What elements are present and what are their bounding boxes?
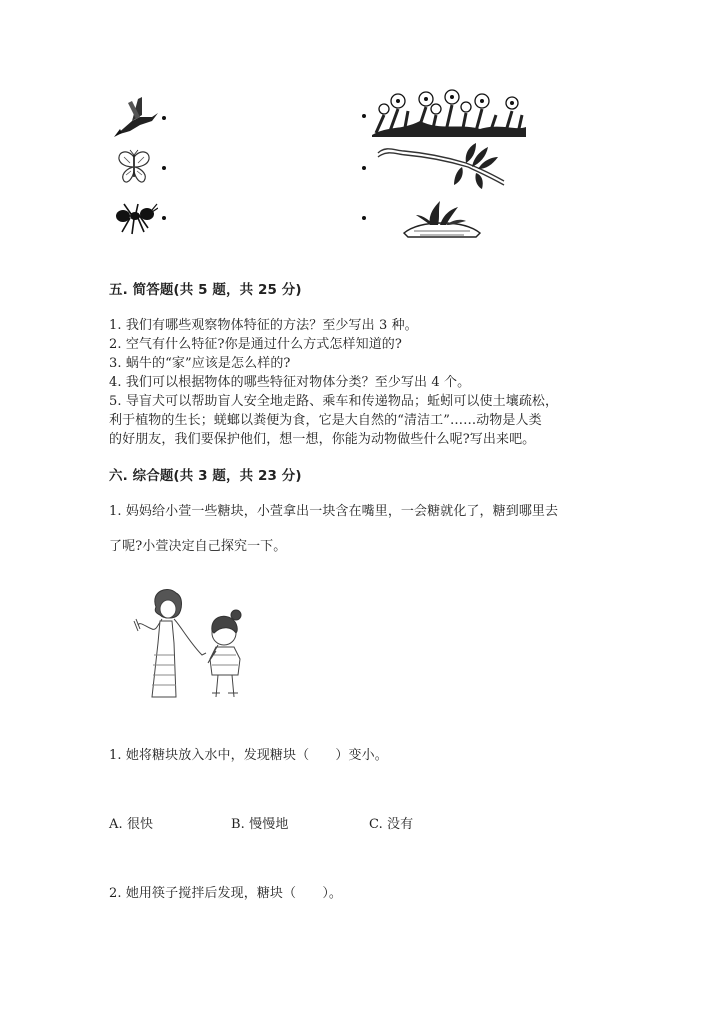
match-dot-right-3[interactable] [362,216,366,220]
match-dot-left-2[interactable] [162,166,166,170]
match-dot-left-3[interactable] [162,216,166,220]
section5-title: 五. 简答题(共 5 题，共 25 分) [109,282,302,298]
section5-question-1: 1. 我们有哪些观察物体特征的方法？至少写出 3 种。 [109,318,418,333]
butterfly-icon [116,149,152,185]
match-dot-right-1[interactable] [362,114,366,118]
flowers-icon [370,85,528,137]
section5-question-3: 3. 蜗牛的“家”应该是怎么样的? [109,356,291,371]
soil-grass-icon [400,197,484,239]
section6-q1-option-c[interactable]: C. 没有 [369,817,414,832]
match-dot-left-1[interactable] [162,116,166,120]
bird-icon [112,95,160,139]
section5-question-2: 2. 空气有什么特征?你是通过什么方式怎样知道的? [109,337,402,352]
mother-daughter-icon [128,585,258,705]
section6-q1-text: 1. 她将糖块放入水中，发现糖块（ ）变小。 [109,748,388,763]
section6-title: 六. 综合题(共 3 题，共 23 分) [109,468,302,484]
section6-q2-text: 2. 她用筷子搅拌后发现，糖块（ ）。 [109,886,343,901]
section5-question-4: 4. 我们可以根据物体的哪些特征对物体分类？至少写出 4 个。 [109,375,471,390]
section5-question-5-line3: 的好朋友，我们要保护他们，想一想，你能为动物做些什么呢?写出来吧。 [109,432,536,447]
section6-q1-option-b[interactable]: B. 慢慢地 [231,817,289,832]
section6-intro-line2: 了呢?小萱决定自己探究一下。 [109,539,287,554]
branch-leaves-icon [376,141,508,191]
match-dot-right-2[interactable] [362,166,366,170]
section6-q1-option-a[interactable]: A. 很快 [109,817,154,832]
section6-intro-line1: 1. 妈妈给小萱一些糖块，小萱拿出一块含在嘴里，一会糖就化了，糖到哪里去 [109,504,559,519]
section5-question-5-line1: 5. 导盲犬可以帮助盲人安全地走路、乘车和传递物品；蚯蚓可以使土壤疏松， [109,394,559,409]
section5-question-5-line2: 利于植物的生长；蜣螂以粪便为食，它是大自然的“清洁工”……动物是人类 [109,413,542,428]
ant-icon [114,202,158,236]
matching-area [100,85,540,245]
